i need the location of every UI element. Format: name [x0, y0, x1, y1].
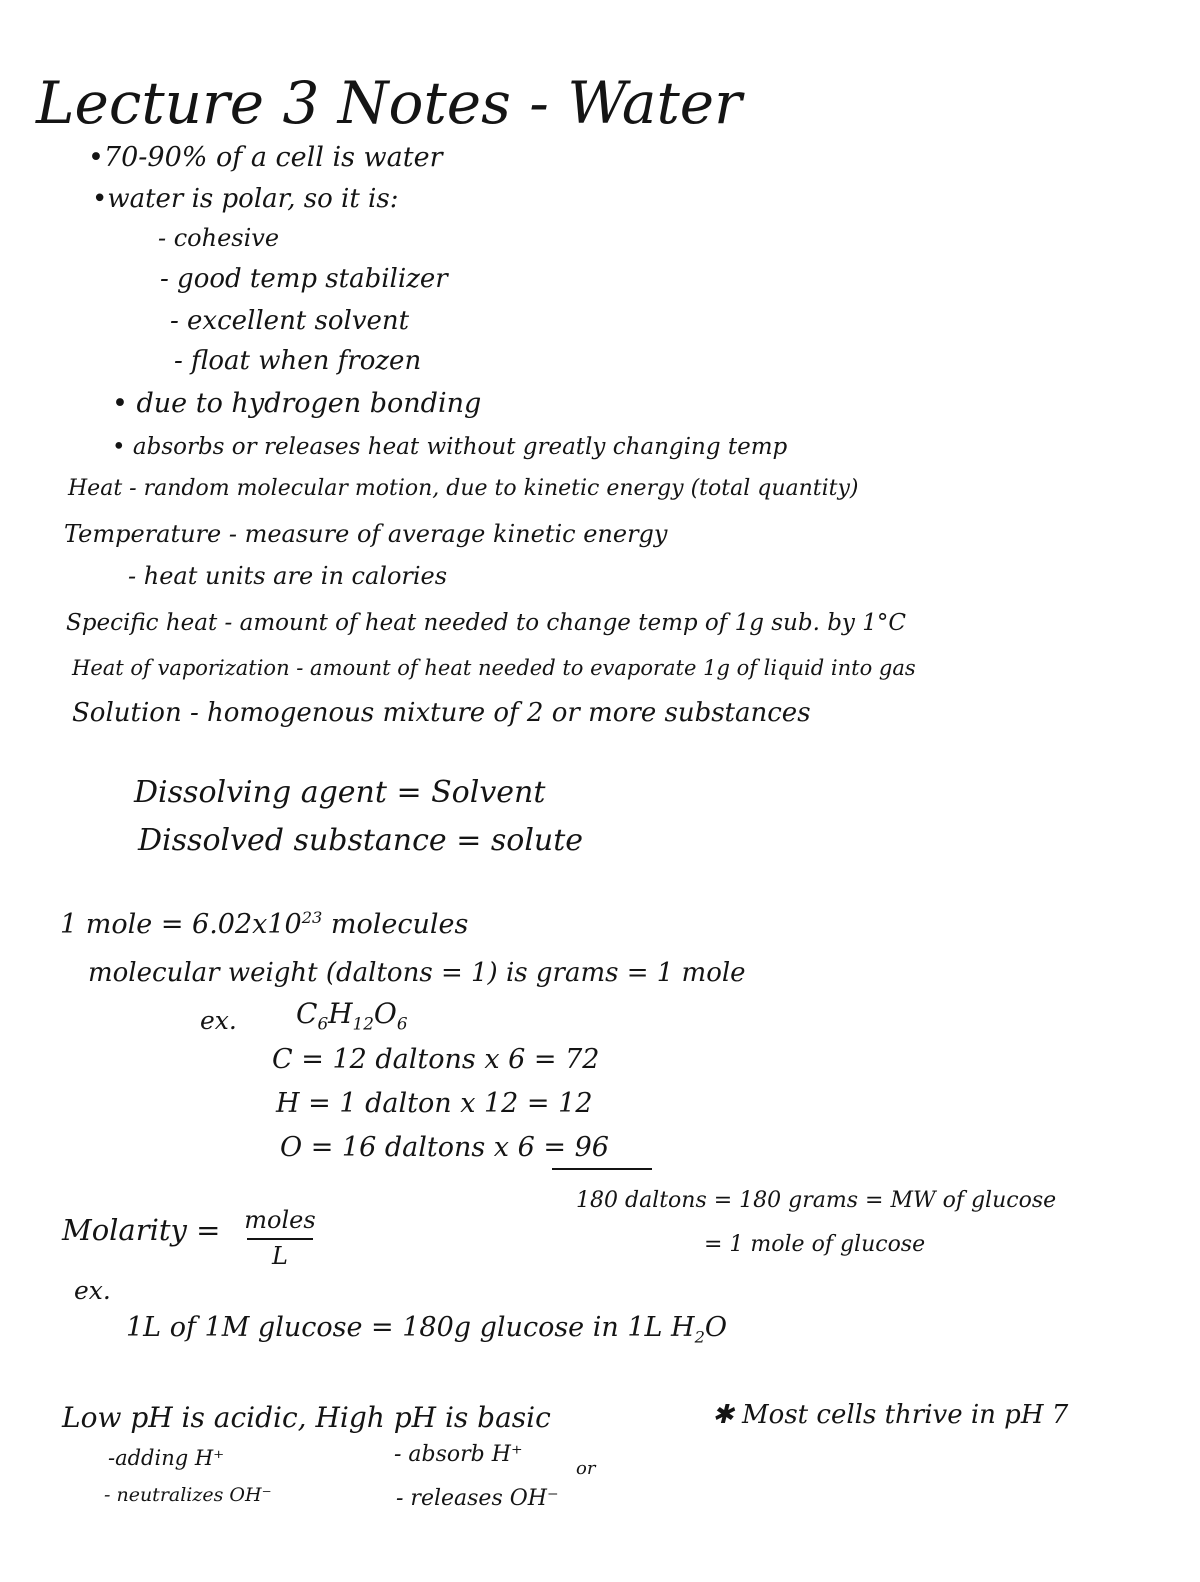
carbon-calc: C = 12 daltons x 6 = 72: [272, 1044, 600, 1075]
acid-neutralizes: - neutralizes OH⁻: [104, 1484, 272, 1506]
example-label: ex.: [200, 1006, 237, 1035]
mole-of-glucose: = 1 mole of glucose: [704, 1232, 926, 1257]
page-title: Lecture 3 Notes - Water: [36, 69, 742, 137]
note-line-7: • due to hydrogen bonding: [112, 388, 482, 419]
molecular-weight-total: 180 daltons = 180 grams = MW of glucose: [576, 1188, 1057, 1213]
note-line-8: • absorbs or releases heat without greatly changing temp: [112, 434, 788, 460]
base-absorb: - absorb H⁺: [394, 1442, 523, 1467]
ph-cell-note: ✱ Most cells thrive in pH 7: [712, 1400, 1069, 1430]
note-line-14: Solution - homogenous mixture of 2 or more substances: [72, 698, 811, 728]
note-line-1: •70-90% of a cell is water: [88, 142, 443, 173]
note-line-6: - float when frozen: [174, 346, 422, 376]
molarity-denominator: L: [272, 1242, 288, 1270]
molarity-example: 1L of 1M glucose = 180g glucose in 1L $H_2O$: [126, 1312, 728, 1347]
oxygen-calc: O = 16 daltons x 6 = 96: [280, 1132, 609, 1163]
molarity-example-label: ex.: [74, 1276, 111, 1305]
note-line-3: - cohesive: [158, 224, 280, 252]
solvent-definition: Dissolving agent = Solvent: [134, 775, 546, 810]
glucose-formula: $C_6H_{12}O_6$: [296, 997, 408, 1034]
fraction-bar: [247, 1238, 313, 1240]
base-or: or: [576, 1458, 596, 1479]
acid-adding: -adding H⁺: [108, 1446, 225, 1470]
mole-definition: 1 mole = $6.02x10^{23}$ molecules: [60, 908, 469, 940]
molarity-fraction: [240, 1206, 320, 1270]
note-line-5: - excellent solvent: [170, 306, 410, 336]
sum-rule: [552, 1168, 652, 1170]
ph-statement: Low pH is acidic, High pH is basic: [62, 1401, 551, 1434]
molarity-numerator: moles: [244, 1206, 316, 1234]
note-line-11: - heat units are in calories: [128, 562, 448, 590]
molarity-label: Molarity =: [62, 1213, 221, 1247]
solute-definition: Dissolved substance = solute: [138, 823, 584, 858]
molecular-weight-line: molecular weight (daltons = 1) is grams = 1 mole: [88, 958, 746, 988]
note-line-13: Heat of vaporization - amount of heat needed to evaporate 1g of liquid into gas: [72, 656, 916, 680]
note-line-10: Temperature - measure of average kinetic energy: [64, 520, 668, 548]
note-line-12: Specific heat - amount of heat needed to change temp of 1g sub. by 1°C: [66, 610, 906, 636]
note-line-4: - good temp stabilizer: [160, 264, 448, 294]
note-line-9: Heat - random molecular motion, due to kinetic energy (total quantity): [68, 476, 859, 501]
base-releases: - releases OH⁻: [396, 1486, 559, 1511]
hydrogen-calc: H = 1 dalton x 12 = 12: [276, 1088, 593, 1119]
note-line-2: •water is polar, so it is:: [92, 184, 399, 214]
